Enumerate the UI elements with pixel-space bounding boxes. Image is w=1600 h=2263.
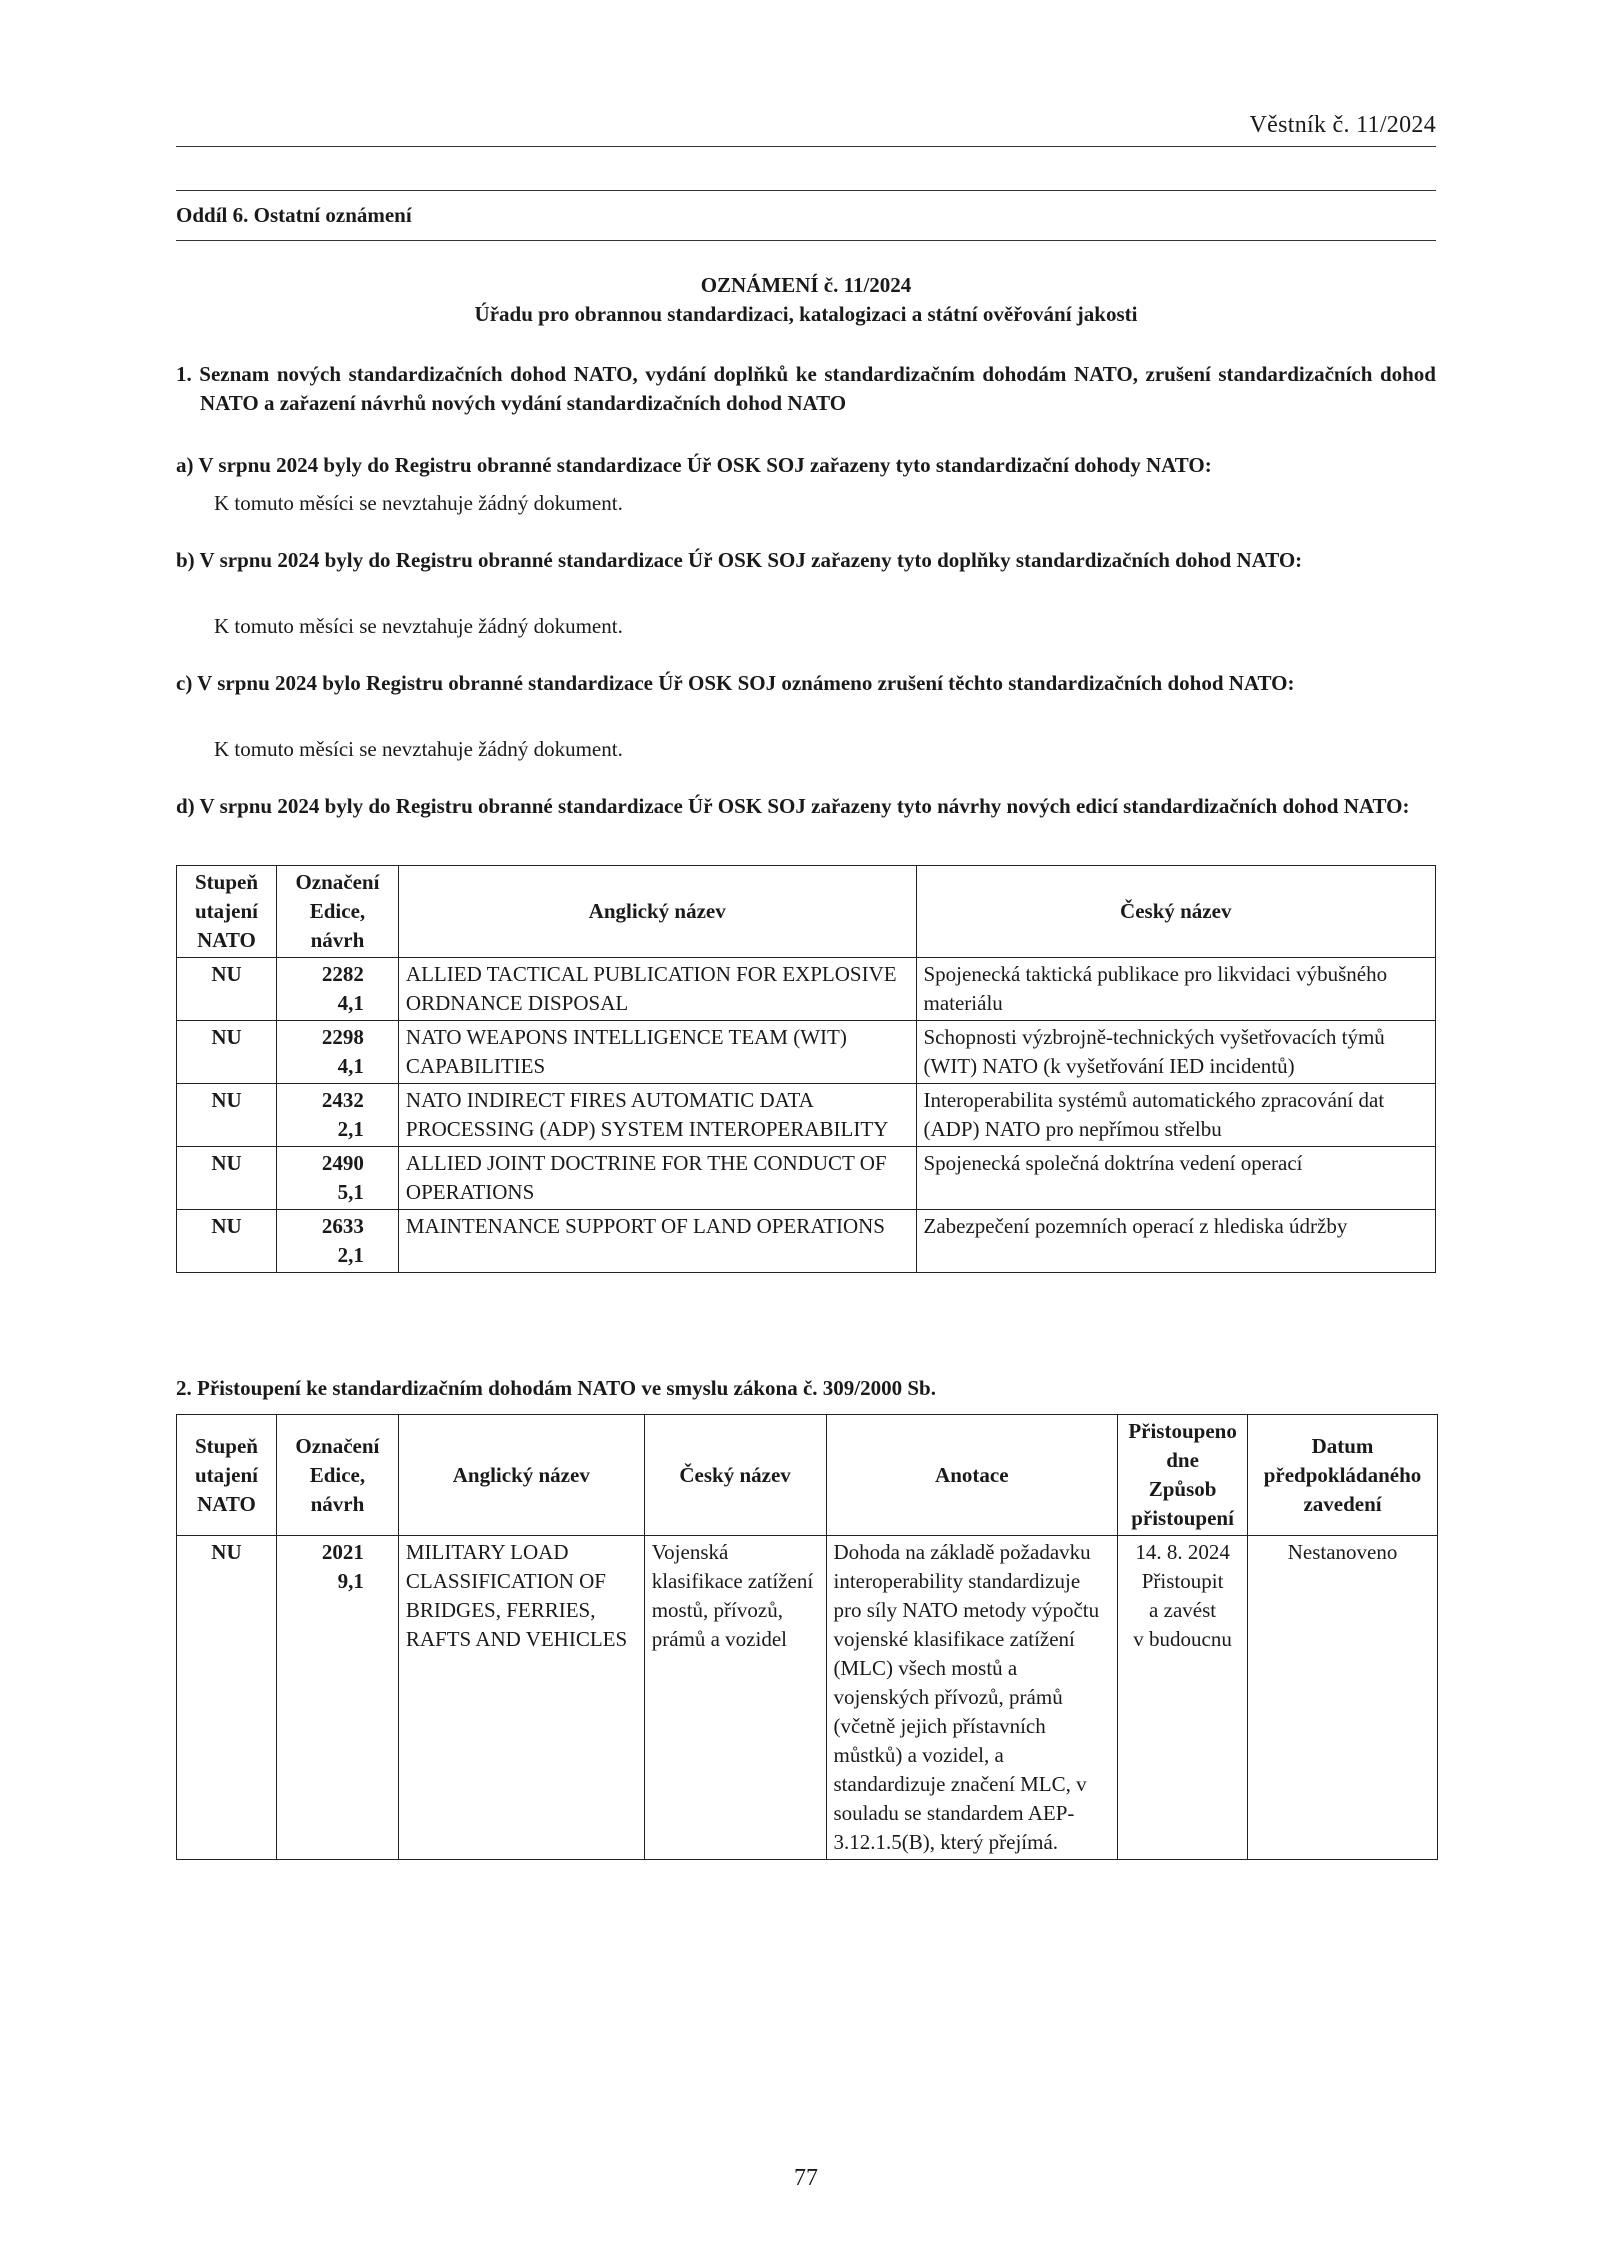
table-header-row — [177, 1415, 1438, 1536]
col-header-czech-name: Český název — [916, 866, 1436, 958]
designation-cell: 2298 4,1 — [276, 1021, 398, 1084]
classification-cell: NU — [177, 1536, 277, 1860]
col-header-designation: Označení Edice, návrh — [276, 1415, 398, 1536]
designation-cell: 2432 2,1 — [276, 1084, 398, 1147]
english-name-cell: ALLIED JOINT DOCTRINE FOR THE CONDUCT OF OPERATIONS — [398, 1147, 916, 1210]
designation-cell: 2282 4,1 — [276, 958, 398, 1021]
col-header-classification: Stupeň utajení NATO — [177, 866, 277, 958]
annotation-cell: Dohoda na základě požadavku interoperability standardizuje pro síly NATO metody výpočtu vojenské klasifikace zatížení (MLC) všech mostů a vojenských přívozů, prámů (včetně jejich přístavních můstků) a vozidel, a standardizuje značení MLC, v souladu se standardem AEP-3.12.1.5(B), který přejímá. — [826, 1536, 1118, 1860]
part1-d: d) V srpnu 2024 byly do Registru obranné standardizace Úř OSK SOJ zařazeny tyto návrhy nových edicí standardizačních dohod NATO: — [176, 794, 1410, 818]
part1-c-note: K tomuto měsíci se nevztahuje žádný dokument. — [214, 737, 623, 761]
part1-c: c) V srpnu 2024 bylo Registru obranné standardizace Úř OSK SOJ oznámeno zrušení těchto standardizačních dohod NATO: — [176, 671, 1295, 695]
col-header-annotation: Anotace — [826, 1415, 1118, 1536]
new-editions-table — [176, 865, 1436, 1273]
designation-cell: 2633 2,1 — [276, 1210, 398, 1273]
table-row — [177, 958, 1436, 1021]
table-row — [177, 1147, 1436, 1210]
col-header-english-name: Anglický název — [398, 866, 916, 958]
designation-cell: 2490 5,1 — [276, 1147, 398, 1210]
english-name-cell: MILITARY LOAD CLASSIFICATION OF BRIDGES, FERRIES, RAFTS AND VEHICLES — [398, 1536, 644, 1860]
implementation-date-cell: Nestanoveno — [1248, 1536, 1438, 1860]
announcement-number: OZNÁMENÍ č. 11/2024 — [700, 273, 912, 297]
announcement-issuer: Úřadu pro obrannou standardizaci, katalogizaci a státní ověřování jakosti — [474, 302, 1138, 326]
col-header-implementation-date: Datum předpokládaného zavedení — [1248, 1415, 1438, 1536]
table-row — [177, 1536, 1438, 1860]
part1-a: a) V srpnu 2024 byly do Registru obranné standardizace Úř OSK SOJ zařazeny tyto standardizační dohody NATO: — [176, 453, 1212, 477]
czech-name-cell: Spojenecká společná doktrína vedení operací — [916, 1147, 1436, 1210]
classification-cell: NU — [177, 958, 277, 1021]
col-header-designation: Označení Edice, návrh — [276, 866, 398, 958]
accession-table — [176, 1414, 1438, 1860]
col-header-czech-name: Český název — [644, 1415, 826, 1536]
english-name-cell: ALLIED TACTICAL PUBLICATION FOR EXPLOSIVE ORDNANCE DISPOSAL — [398, 958, 916, 1021]
part1-b-note: K tomuto měsíci se nevztahuje žádný dokument. — [214, 614, 623, 638]
accession-cell: 14. 8. 2024 Přistoupit a zavést v budoucnu — [1118, 1536, 1248, 1860]
table-row — [177, 1084, 1436, 1147]
part1-b: b) V srpnu 2024 byly do Registru obranné standardizace Úř OSK SOJ zařazeny tyto doplňky standardizačních dohod NATO: — [176, 548, 1303, 572]
czech-name-cell: Interoperabilita systémů automatického zpracování dat (ADP) NATO pro nepřímou střelbu — [916, 1084, 1436, 1147]
table-header-row — [177, 866, 1436, 958]
table-row — [177, 1021, 1436, 1084]
col-header-accession: Přistoupeno dne Způsob přistoupení — [1118, 1415, 1248, 1536]
announcement-title — [176, 271, 1436, 329]
czech-name-cell: Vojenská klasifikace zatížení mostů, přívozů, prámů a vozidel — [644, 1536, 826, 1860]
designation-cell: 2021 9,1 — [276, 1536, 398, 1860]
classification-cell: NU — [177, 1147, 277, 1210]
col-header-classification: Stupeň utajení NATO — [177, 1415, 277, 1536]
section-rule-bottom — [176, 240, 1436, 241]
part1-heading: 1. Seznam nových standardizačních dohod NATO, vydání doplňků ke standardizačním dohodám NATO, zrušení standardizačních dohod NATO a zařazení návrhů nových vydání standardizačních dohod NATO — [176, 362, 1436, 415]
header-rule — [176, 146, 1436, 147]
classification-cell: NU — [177, 1021, 277, 1084]
classification-cell: NU — [177, 1084, 277, 1147]
part2-heading: 2. Přistoupení ke standardizačním dohodám NATO ve smyslu zákona č. 309/2000 Sb. — [176, 1376, 936, 1400]
czech-name-cell: Zabezpečení pozemních operací z hlediska údržby — [916, 1210, 1436, 1273]
section-label: Oddíl 6. Ostatní oznámení — [176, 203, 412, 227]
page-number: 77 — [794, 2165, 818, 2191]
english-name-cell: NATO INDIRECT FIRES AUTOMATIC DATA PROCESSING (ADP) SYSTEM INTEROPERABILITY — [398, 1084, 916, 1147]
english-name-cell: MAINTENANCE SUPPORT OF LAND OPERATIONS — [398, 1210, 916, 1273]
czech-name-cell: Schopnosti výzbrojně-technických vyšetřovacích týmů (WIT) NATO (k vyšetřování IED incidentů) — [916, 1021, 1436, 1084]
journal-header: Věstník č. 11/2024 — [1249, 112, 1436, 138]
section-rule-top — [176, 190, 1436, 191]
col-header-english-name: Anglický název — [398, 1415, 644, 1536]
english-name-cell: NATO WEAPONS INTELLIGENCE TEAM (WIT) CAPABILITIES — [398, 1021, 916, 1084]
part1-a-note: K tomuto měsíci se nevztahuje žádný dokument. — [214, 491, 623, 515]
czech-name-cell: Spojenecká taktická publikace pro likvidaci výbušného materiálu — [916, 958, 1436, 1021]
table-row — [177, 1210, 1436, 1273]
document-page — [176, 0, 1436, 2263]
classification-cell: NU — [177, 1210, 277, 1273]
